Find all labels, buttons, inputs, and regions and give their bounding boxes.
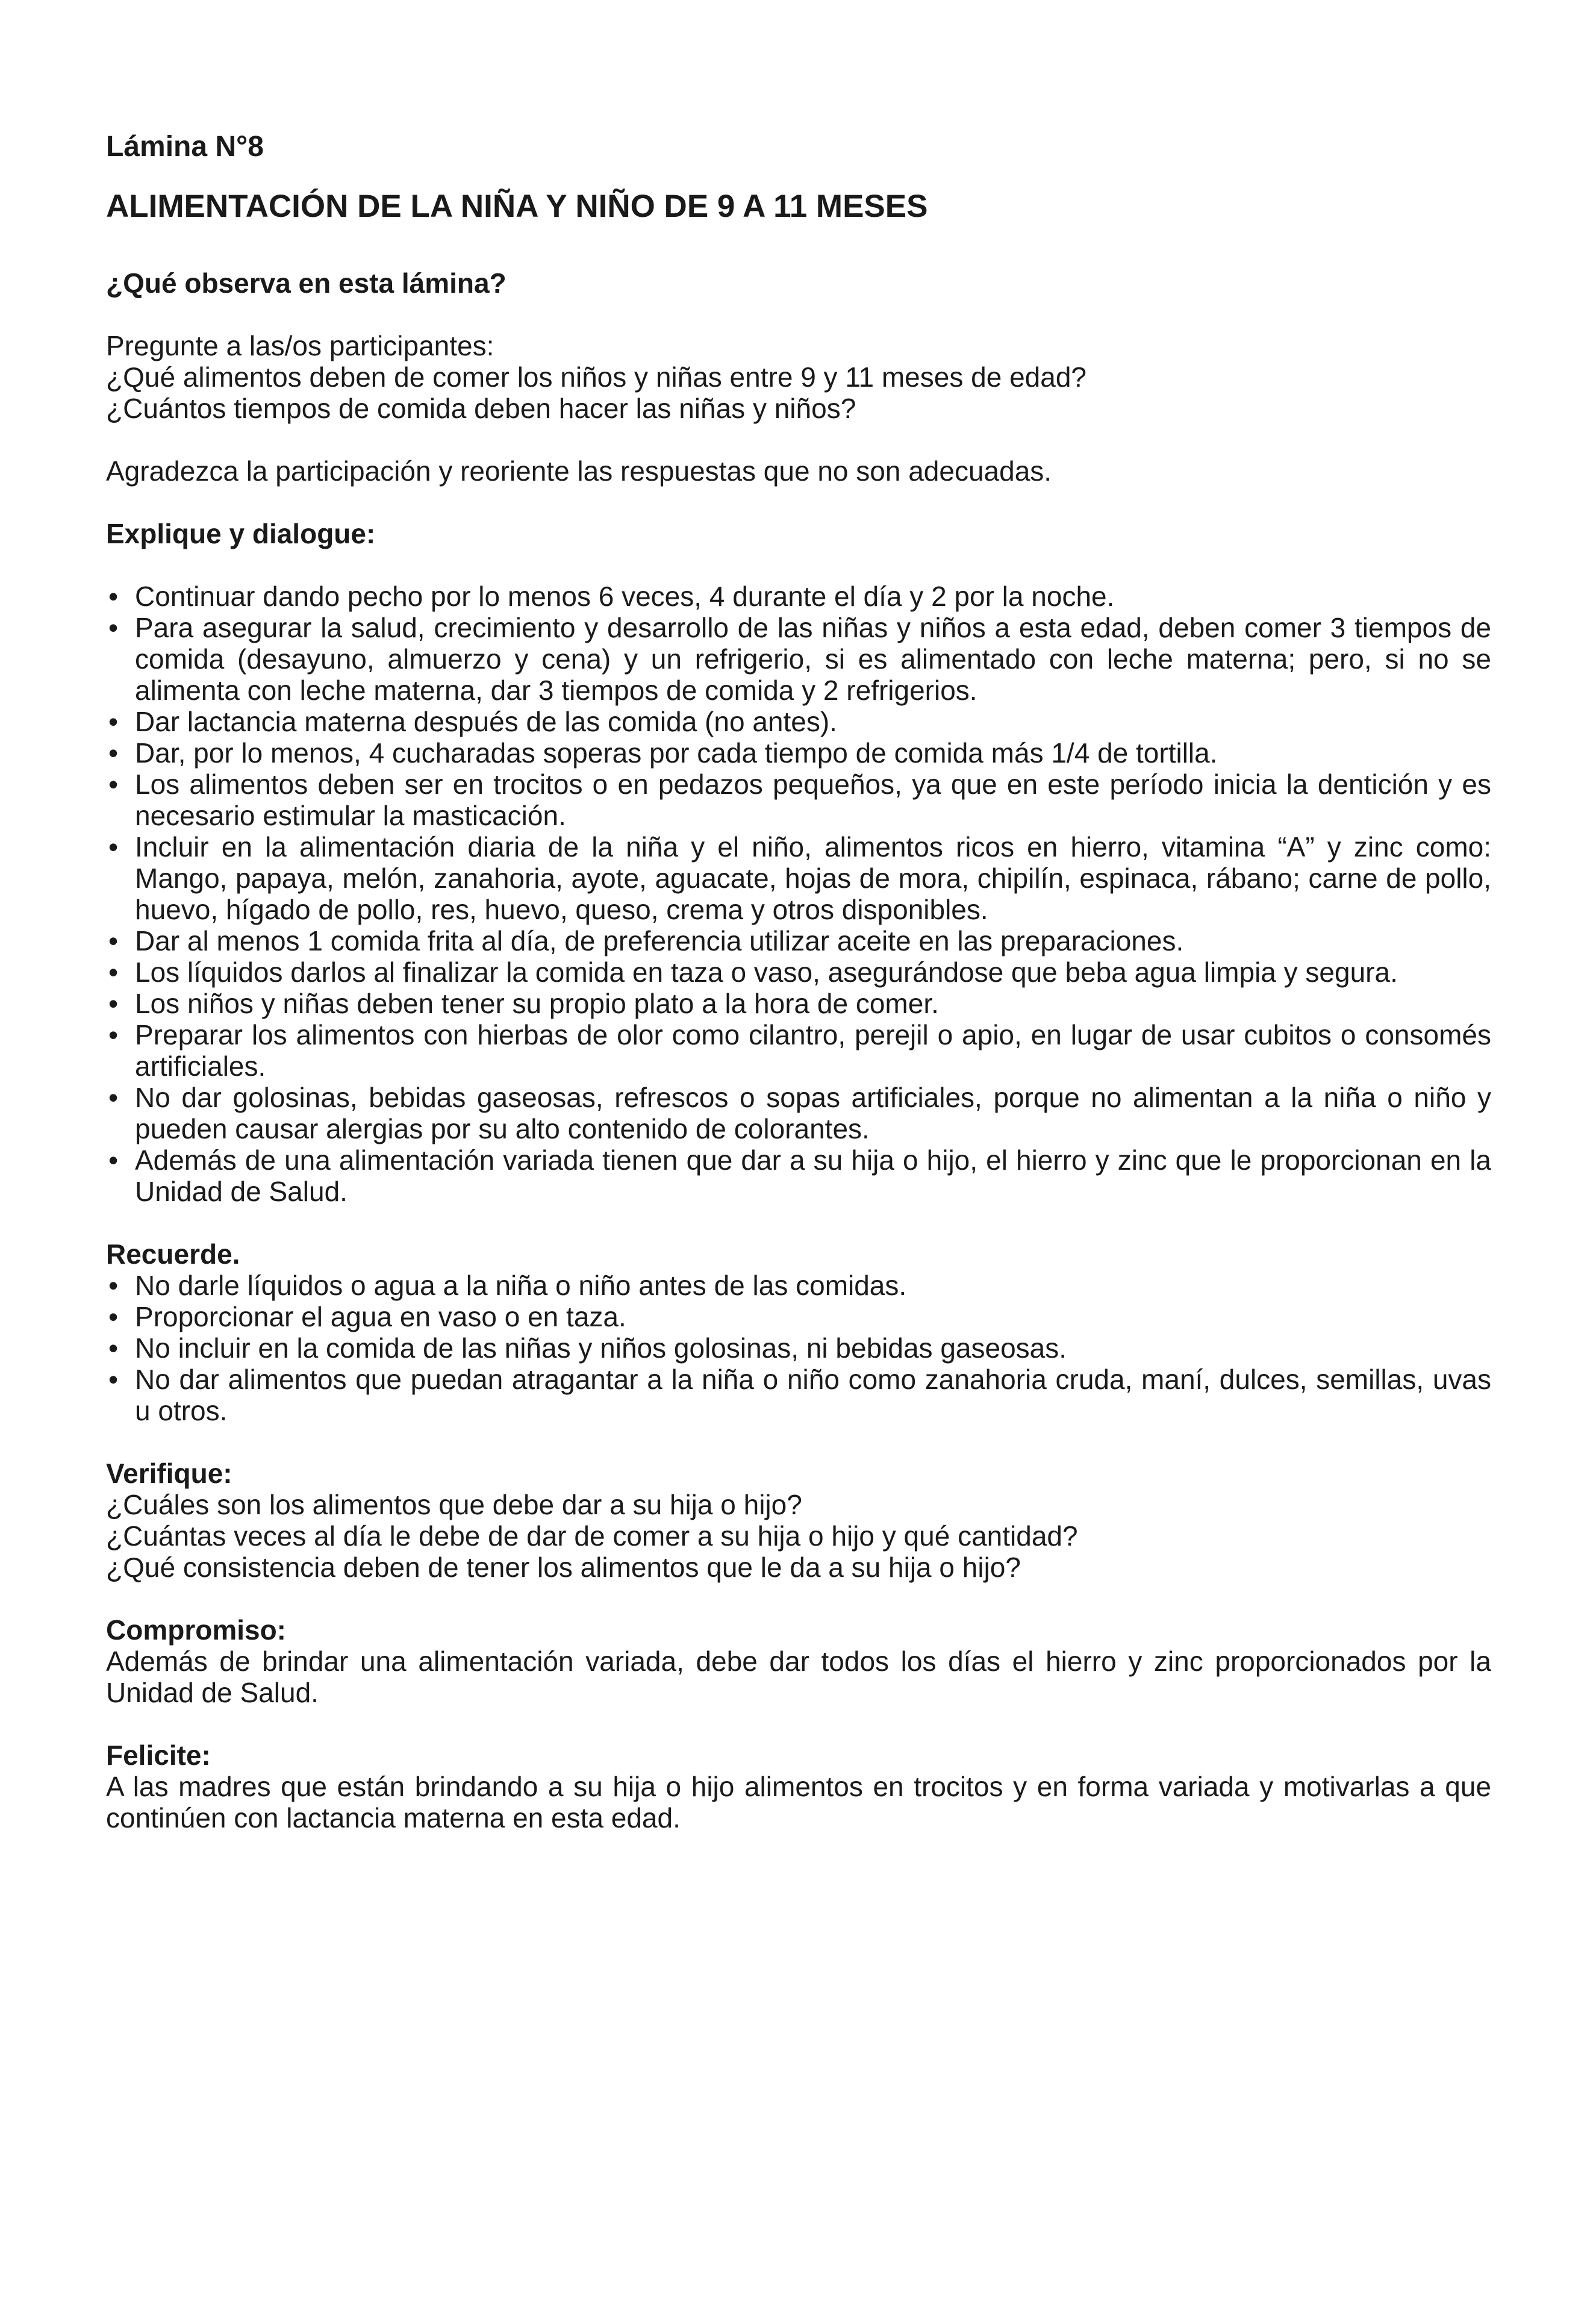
- verify-heading: Verifique:: [106, 1458, 232, 1489]
- plate-number: Lámina N°8: [106, 131, 264, 163]
- commitment-heading: Compromiso:: [106, 1614, 286, 1646]
- congratulate-section: [106, 1740, 1491, 1834]
- explain-heading: Explique y dialogue:: [106, 518, 376, 549]
- list-item: • Los alimentos deben ser en trocitos o en pedazos pequeños, ya que en este período inicia la dentición y es necesario estimular la masticación.: [106, 769, 1491, 831]
- ask-intro: Pregunte a las/os participantes:: [106, 330, 494, 361]
- list-item: • Proporcionar el agua en vaso o en taza.: [106, 1301, 1491, 1332]
- verify-question: ¿Cuáles son los alimentos que debe dar a su hija o hijo?: [106, 1489, 802, 1520]
- remember-heading: Recuerde.: [106, 1238, 240, 1270]
- page-title: ALIMENTACIÓN DE LA NIÑA Y NIÑO DE 9 A 11 MESES: [106, 189, 928, 224]
- list-item: • No darle líquidos o agua a la niña o niño antes de las comidas.: [106, 1270, 1491, 1301]
- list-item: • Incluir en la alimentación diaria de la niña y el niño, alimentos ricos en hierro, vitamina “A” y zinc como: Mango, papaya, melón, zanahoria, ayote, aguacate, hojas de mora, chipilín, espinaca, rábano; carne de pollo, huevo, hígado de pollo, res, huevo, queso, crema y otros disponibles.: [106, 831, 1491, 925]
- list-item: • Continuar dando pecho por lo menos 6 veces, 4 durante el día y 2 por la noche.: [106, 581, 1491, 612]
- remember-list: [106, 1270, 1491, 1426]
- ask-question: ¿Qué alimentos deben de comer los niños y niñas entre 9 y 11 meses de edad?: [106, 361, 1086, 393]
- remember-section: [106, 1238, 1491, 1426]
- observe-heading: ¿Qué observa en esta lámina?: [106, 267, 507, 299]
- list-item: • Preparar los alimentos con hierbas de olor como cilantro, perejil o apio, en lugar de usar cubitos o consomés artificiales.: [106, 1019, 1491, 1082]
- list-item: • Para asegurar la salud, crecimiento y desarrollo de las niñas y niños a esta edad, deben comer 3 tiempos de comida (desayuno, almuerzo y cena) y un refrigerio, si es alimentado con leche materna; pero, si no se alimenta con leche materna, dar 3 tiempos de comida y 2 refrigerios.: [106, 612, 1491, 706]
- list-item: • Los niños y niñas deben tener su propio plato a la hora de comer.: [106, 988, 1491, 1019]
- list-item: • Dar al menos 1 comida frita al día, de preferencia utilizar aceite en las preparaciones.: [106, 925, 1491, 957]
- explain-list: [106, 581, 1491, 1207]
- list-item: • Dar, por lo menos, 4 cucharadas soperas por cada tiempo de comida más 1/4 de tortilla.: [106, 737, 1491, 769]
- list-item: • Los líquidos darlos al finalizar la comida en taza o vaso, asegurándose que beba agua limpia y segura.: [106, 957, 1491, 988]
- list-item: • Dar lactancia materna después de las comida (no antes).: [106, 706, 1491, 737]
- ask-question: ¿Cuántos tiempos de comida deben hacer las niñas y niños?: [106, 393, 856, 424]
- list-item: • No dar alimentos que puedan atragantar a la niña o niño como zanahoria cruda, maní, dulces, semillas, uvas u otros.: [106, 1364, 1491, 1426]
- document-page: [106, 130, 1491, 1865]
- verify-question: ¿Qué consistencia deben de tener los alimentos que le da a su hija o hijo?: [106, 1552, 1021, 1583]
- list-item: • No dar golosinas, bebidas gaseosas, refrescos o sopas artificiales, porque no alimentan a la niña o niño y pueden causar alergias por su alto contenido de colorantes.: [106, 1082, 1491, 1144]
- list-item: • No incluir en la comida de las niñas y niños golosinas, ni bebidas gaseosas.: [106, 1332, 1491, 1364]
- ask-section: [106, 330, 1491, 424]
- thank-note: Agradezca la participación y reoriente las respuestas que no son adecuadas.: [106, 455, 1052, 487]
- commitment-section: [106, 1614, 1491, 1708]
- list-item: • Además de una alimentación variada tienen que dar a su hija o hijo, el hierro y zinc que le proporcionan en la Unidad de Salud.: [106, 1144, 1491, 1207]
- congratulate-text: A las madres que están brindando a su hija o hijo alimentos en trocitos y en forma variada y motivarlas a que continúen con lactancia materna en esta edad.: [106, 1771, 1491, 1834]
- commitment-text: Además de brindar una alimentación variada, debe dar todos los días el hierro y zinc proporcionados por la Unidad de Salud.: [106, 1646, 1491, 1708]
- verify-question: ¿Cuántas veces al día le debe de dar de comer a su hija o hijo y qué cantidad?: [106, 1520, 1078, 1552]
- congratulate-heading: Felicite:: [106, 1740, 211, 1771]
- explain-section: [106, 518, 1491, 1207]
- verify-section: [106, 1458, 1491, 1583]
